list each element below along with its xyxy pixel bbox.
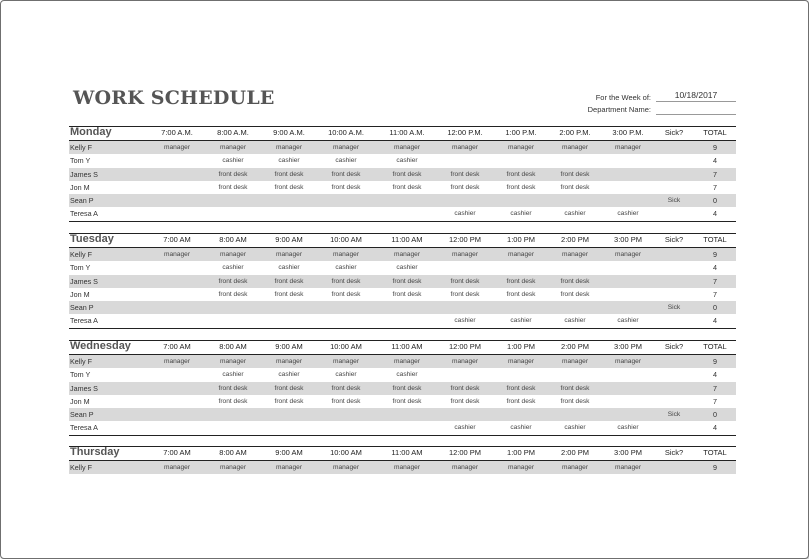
total-cell: 9 bbox=[713, 357, 717, 366]
time-header: 7:00 AM bbox=[163, 448, 191, 457]
total-cell: 0 bbox=[713, 410, 717, 420]
time-header: 10:00 AM bbox=[330, 342, 362, 351]
time-header: 1:00 PM bbox=[507, 448, 535, 457]
table-row bbox=[69, 382, 736, 395]
table-row bbox=[69, 288, 736, 301]
department-value[interactable] bbox=[656, 103, 736, 115]
shift-cell[interactable]: front desk bbox=[450, 277, 480, 285]
shift-cell[interactable]: front desk bbox=[560, 183, 590, 191]
employee-name[interactable]: Kelly F bbox=[70, 357, 92, 366]
shift-cell[interactable]: cashier bbox=[222, 157, 244, 165]
shift-cell[interactable]: cashier bbox=[278, 264, 300, 272]
time-header: 12:00 PM bbox=[448, 235, 482, 244]
shift-cell[interactable]: manager bbox=[561, 251, 589, 258]
shift-cell[interactable]: front desk bbox=[274, 384, 304, 392]
shift-cell[interactable]: manager bbox=[163, 251, 191, 258]
shift-cell[interactable]: manager bbox=[614, 358, 642, 365]
table-row bbox=[69, 461, 736, 474]
time-header: 11:00 A.M. bbox=[389, 128, 425, 137]
shift-cell[interactable]: manager bbox=[561, 464, 589, 471]
shift-cell[interactable]: manager bbox=[614, 251, 642, 258]
shift-cell[interactable]: front desk bbox=[560, 290, 590, 298]
employee-name[interactable]: Tom Y bbox=[70, 263, 91, 273]
sick-header: Sick? bbox=[664, 448, 684, 457]
employee-name[interactable]: Sean P bbox=[70, 303, 94, 313]
day-header bbox=[69, 233, 736, 248]
shift-cell[interactable]: front desk bbox=[218, 170, 248, 178]
shift-cell[interactable]: manager bbox=[451, 144, 479, 151]
time-header: 12:00 P.M. bbox=[447, 128, 483, 137]
shift-cell[interactable]: manager bbox=[561, 358, 589, 365]
shift-cell[interactable]: manager bbox=[451, 358, 479, 365]
table-row bbox=[69, 301, 736, 314]
time-header: 7:00 AM bbox=[163, 342, 191, 351]
day-name: Tuesday bbox=[70, 233, 114, 245]
shift-cell[interactable]: front desk bbox=[331, 170, 361, 178]
total-cell: 4 bbox=[713, 263, 717, 273]
time-header: 9:00 AM bbox=[275, 342, 303, 351]
shift-cell[interactable]: cashier bbox=[454, 210, 476, 218]
shift-cell[interactable]: manager bbox=[219, 358, 247, 365]
shift-cell[interactable]: cashier bbox=[564, 210, 586, 218]
employee-name[interactable]: Jon M bbox=[70, 182, 90, 192]
shift-cell[interactable]: front desk bbox=[331, 290, 361, 298]
shift-cell[interactable]: front desk bbox=[560, 277, 590, 285]
shift-cell[interactable]: manager bbox=[163, 358, 191, 365]
time-header: 1:00 PM bbox=[507, 235, 535, 244]
day-header bbox=[69, 340, 736, 355]
employee-name[interactable]: James S bbox=[70, 169, 98, 179]
shift-cell[interactable]: manager bbox=[614, 464, 642, 471]
shift-cell[interactable]: cashier bbox=[335, 264, 357, 272]
total-cell: 7 bbox=[713, 396, 717, 406]
table-row bbox=[69, 207, 736, 221]
shift-cell[interactable]: manager bbox=[393, 464, 421, 471]
shift-cell[interactable]: manager bbox=[219, 251, 247, 258]
shift-cell[interactable]: manager bbox=[614, 144, 642, 151]
employee-name[interactable]: Kelly F bbox=[70, 250, 92, 259]
employee-name[interactable]: James S bbox=[70, 383, 98, 393]
time-header: 8:00 AM bbox=[219, 342, 247, 351]
day-header bbox=[69, 126, 736, 141]
shift-cell[interactable]: front desk bbox=[560, 170, 590, 178]
shift-cell[interactable]: manager bbox=[275, 251, 303, 258]
shift-cell[interactable]: manager bbox=[275, 464, 303, 471]
shift-cell[interactable]: manager bbox=[332, 251, 360, 258]
employee-name[interactable]: James S bbox=[70, 276, 98, 286]
table-row bbox=[69, 168, 736, 181]
shift-cell[interactable]: manager bbox=[332, 464, 360, 471]
shift-cell[interactable]: manager bbox=[507, 464, 535, 471]
employee-name[interactable]: Teresa A bbox=[70, 423, 98, 433]
shift-cell[interactable]: manager bbox=[561, 144, 589, 151]
total-cell: 0 bbox=[713, 303, 717, 313]
shift-cell[interactable]: front desk bbox=[450, 397, 480, 405]
time-header: 10:00 AM bbox=[330, 235, 362, 244]
shift-cell[interactable]: cashier bbox=[222, 264, 244, 272]
table-row bbox=[69, 355, 736, 368]
table-row bbox=[69, 408, 736, 421]
shift-cell[interactable]: manager bbox=[507, 358, 535, 365]
shift-cell[interactable]: front desk bbox=[392, 183, 422, 191]
total-cell: 9 bbox=[713, 463, 717, 472]
shift-cell[interactable]: cashier bbox=[278, 157, 300, 165]
shift-cell[interactable]: manager bbox=[219, 144, 247, 151]
total-cell: 9 bbox=[713, 250, 717, 259]
employee-name[interactable]: Jon M bbox=[70, 289, 90, 299]
table-row bbox=[69, 368, 736, 381]
shift-cell[interactable]: manager bbox=[451, 464, 479, 471]
shift-cell[interactable]: front desk bbox=[392, 170, 422, 178]
time-header: 9:00 A.M. bbox=[273, 128, 305, 137]
time-header: 7:00 AM bbox=[163, 235, 191, 244]
shift-cell[interactable]: front desk bbox=[218, 277, 248, 285]
total-cell: 4 bbox=[713, 370, 717, 380]
time-header: 11:00 AM bbox=[391, 235, 423, 244]
shift-cell[interactable]: front desk bbox=[274, 290, 304, 298]
shift-cell[interactable]: front desk bbox=[331, 183, 361, 191]
sick-cell[interactable]: Sick bbox=[667, 197, 681, 205]
shift-cell[interactable]: front desk bbox=[331, 277, 361, 285]
table-row bbox=[69, 421, 736, 435]
shift-cell[interactable]: cashier bbox=[454, 317, 476, 325]
employee-name[interactable]: Jon M bbox=[70, 396, 90, 406]
total-cell: 7 bbox=[713, 289, 717, 299]
time-header: 9:00 AM bbox=[275, 448, 303, 457]
total-header: TOTAL bbox=[703, 235, 727, 244]
shift-cell[interactable]: cashier bbox=[278, 371, 300, 379]
shift-cell[interactable]: front desk bbox=[560, 384, 590, 392]
shift-cell[interactable]: cashier bbox=[396, 264, 418, 272]
employee-name[interactable]: Kelly F bbox=[70, 143, 92, 152]
shift-cell[interactable]: front desk bbox=[506, 384, 536, 392]
week-label: For the Week of: bbox=[595, 93, 651, 102]
shift-cell[interactable]: front desk bbox=[274, 277, 304, 285]
shift-cell[interactable]: front desk bbox=[506, 397, 536, 405]
table-row bbox=[69, 261, 736, 274]
time-header: 10:00 AM bbox=[330, 448, 362, 457]
shift-cell[interactable]: front desk bbox=[450, 290, 480, 298]
time-header: 2:00 P.M. bbox=[559, 128, 591, 137]
table-row bbox=[69, 181, 736, 194]
shift-cell[interactable]: front desk bbox=[218, 384, 248, 392]
total-cell: 7 bbox=[713, 182, 717, 192]
table-row bbox=[69, 275, 736, 288]
shift-cell[interactable]: front desk bbox=[274, 397, 304, 405]
day-name: Thursday bbox=[70, 446, 120, 458]
shift-cell[interactable]: front desk bbox=[274, 183, 304, 191]
shift-cell[interactable]: manager bbox=[332, 358, 360, 365]
day-name: Monday bbox=[70, 126, 112, 138]
total-cell: 0 bbox=[713, 196, 717, 206]
total-cell: 7 bbox=[713, 169, 717, 179]
employee-name[interactable]: Sean P bbox=[70, 410, 94, 420]
shift-cell[interactable]: manager bbox=[507, 144, 535, 151]
employee-name[interactable]: Sean P bbox=[70, 196, 94, 206]
time-header: 2:00 PM bbox=[561, 235, 589, 244]
total-header: TOTAL bbox=[703, 128, 727, 137]
total-cell: 4 bbox=[713, 423, 717, 433]
total-cell: 4 bbox=[713, 209, 717, 219]
shift-cell[interactable]: front desk bbox=[506, 290, 536, 298]
total-cell: 7 bbox=[713, 276, 717, 286]
time-header: 1:00 PM bbox=[507, 342, 535, 351]
shift-cell[interactable]: cashier bbox=[617, 424, 639, 432]
shift-cell[interactable]: manager bbox=[163, 144, 191, 151]
shift-cell[interactable]: front desk bbox=[506, 277, 536, 285]
shift-cell[interactable]: cashier bbox=[396, 371, 418, 379]
shift-cell[interactable]: cashier bbox=[617, 210, 639, 218]
shift-cell[interactable]: cashier bbox=[335, 157, 357, 165]
total-cell: 9 bbox=[713, 143, 717, 152]
shift-cell[interactable]: front desk bbox=[274, 170, 304, 178]
total-cell: 4 bbox=[713, 156, 717, 166]
shift-cell[interactable]: front desk bbox=[331, 397, 361, 405]
total-header: TOTAL bbox=[703, 342, 727, 351]
sick-cell[interactable]: Sick bbox=[667, 411, 681, 419]
shift-cell[interactable]: front desk bbox=[392, 290, 422, 298]
table-row bbox=[69, 314, 736, 328]
time-header: 3:00 PM bbox=[614, 235, 642, 244]
shift-cell[interactable]: cashier bbox=[564, 317, 586, 325]
table-row bbox=[69, 141, 736, 154]
time-header: 3:00 PM bbox=[614, 342, 642, 351]
shift-cell[interactable]: cashier bbox=[510, 317, 532, 325]
time-header: 3:00 P.M. bbox=[612, 128, 644, 137]
shift-cell[interactable]: cashier bbox=[617, 317, 639, 325]
time-header: 2:00 PM bbox=[561, 342, 589, 351]
total-cell: 4 bbox=[713, 316, 717, 326]
time-header: 12:00 PM bbox=[448, 448, 482, 457]
time-header: 11:00 AM bbox=[391, 342, 423, 351]
day-section-tuesday bbox=[69, 233, 736, 329]
shift-cell[interactable]: cashier bbox=[564, 424, 586, 432]
total-cell: 7 bbox=[713, 383, 717, 393]
shift-cell[interactable]: manager bbox=[393, 144, 421, 151]
shift-cell[interactable]: front desk bbox=[450, 170, 480, 178]
shift-cell[interactable]: manager bbox=[451, 251, 479, 258]
shift-cell[interactable]: front desk bbox=[392, 384, 422, 392]
department-label: Department Name: bbox=[587, 105, 651, 114]
time-header: 1:00 P.M. bbox=[505, 128, 537, 137]
shift-cell[interactable]: front desk bbox=[450, 183, 480, 191]
table-row bbox=[69, 194, 736, 207]
table-row bbox=[69, 154, 736, 167]
shift-cell[interactable]: cashier bbox=[510, 424, 532, 432]
page-title: WORK SCHEDULE bbox=[73, 87, 275, 109]
time-header: 7:00 A.M. bbox=[161, 128, 193, 137]
shift-cell[interactable]: front desk bbox=[560, 397, 590, 405]
shift-cell[interactable]: manager bbox=[275, 144, 303, 151]
shift-cell[interactable]: cashier bbox=[335, 371, 357, 379]
day-name: Wednesday bbox=[70, 340, 131, 352]
shift-cell[interactable]: front desk bbox=[450, 384, 480, 392]
shift-cell[interactable]: front desk bbox=[506, 170, 536, 178]
table-row bbox=[69, 248, 736, 261]
week-value[interactable]: 10/18/2017 bbox=[656, 90, 736, 102]
time-header: 2:00 PM bbox=[561, 448, 589, 457]
time-header: 8:00 AM bbox=[219, 235, 247, 244]
employee-name[interactable]: Teresa A bbox=[70, 316, 98, 326]
total-header: TOTAL bbox=[703, 448, 727, 457]
employee-name[interactable]: Tom Y bbox=[70, 370, 91, 380]
shift-cell[interactable]: cashier bbox=[396, 157, 418, 165]
sick-header: Sick? bbox=[664, 342, 684, 351]
time-header: 9:00 AM bbox=[275, 235, 303, 244]
time-header: 12:00 PM bbox=[448, 342, 482, 351]
employee-name[interactable]: Tom Y bbox=[70, 156, 91, 166]
shift-cell[interactable]: cashier bbox=[222, 371, 244, 379]
shift-cell[interactable]: manager bbox=[393, 358, 421, 365]
time-header: 8:00 A.M. bbox=[217, 128, 249, 137]
day-section-monday bbox=[69, 126, 736, 222]
shift-cell[interactable]: front desk bbox=[392, 397, 422, 405]
shift-cell[interactable]: front desk bbox=[331, 384, 361, 392]
shift-cell[interactable]: cashier bbox=[510, 210, 532, 218]
shift-cell[interactable]: manager bbox=[219, 464, 247, 471]
shift-cell[interactable]: front desk bbox=[392, 277, 422, 285]
shift-cell[interactable]: manager bbox=[393, 251, 421, 258]
shift-cell[interactable]: front desk bbox=[506, 183, 536, 191]
sick-header: Sick? bbox=[664, 235, 684, 244]
time-header: 11:00 AM bbox=[391, 448, 423, 457]
shift-cell[interactable]: front desk bbox=[218, 183, 248, 191]
time-header: 10:00 A.M. bbox=[328, 128, 364, 137]
sick-header: Sick? bbox=[664, 128, 684, 137]
shift-cell[interactable]: manager bbox=[163, 464, 191, 471]
employee-name[interactable]: Kelly F bbox=[70, 463, 92, 472]
day-section-thursday bbox=[69, 446, 736, 474]
shift-cell[interactable]: manager bbox=[507, 251, 535, 258]
employee-name[interactable]: Teresa A bbox=[70, 209, 98, 219]
time-header: 3:00 PM bbox=[614, 448, 642, 457]
shift-cell[interactable]: front desk bbox=[218, 290, 248, 298]
day-header bbox=[69, 446, 736, 461]
time-header: 8:00 AM bbox=[219, 448, 247, 457]
sick-cell[interactable]: Sick bbox=[667, 304, 681, 312]
table-row bbox=[69, 395, 736, 408]
shift-cell[interactable]: cashier bbox=[454, 424, 476, 432]
shift-cell[interactable]: manager bbox=[275, 358, 303, 365]
shift-cell[interactable]: front desk bbox=[218, 397, 248, 405]
shift-cell[interactable]: manager bbox=[332, 144, 360, 151]
day-section-wednesday bbox=[69, 340, 736, 436]
